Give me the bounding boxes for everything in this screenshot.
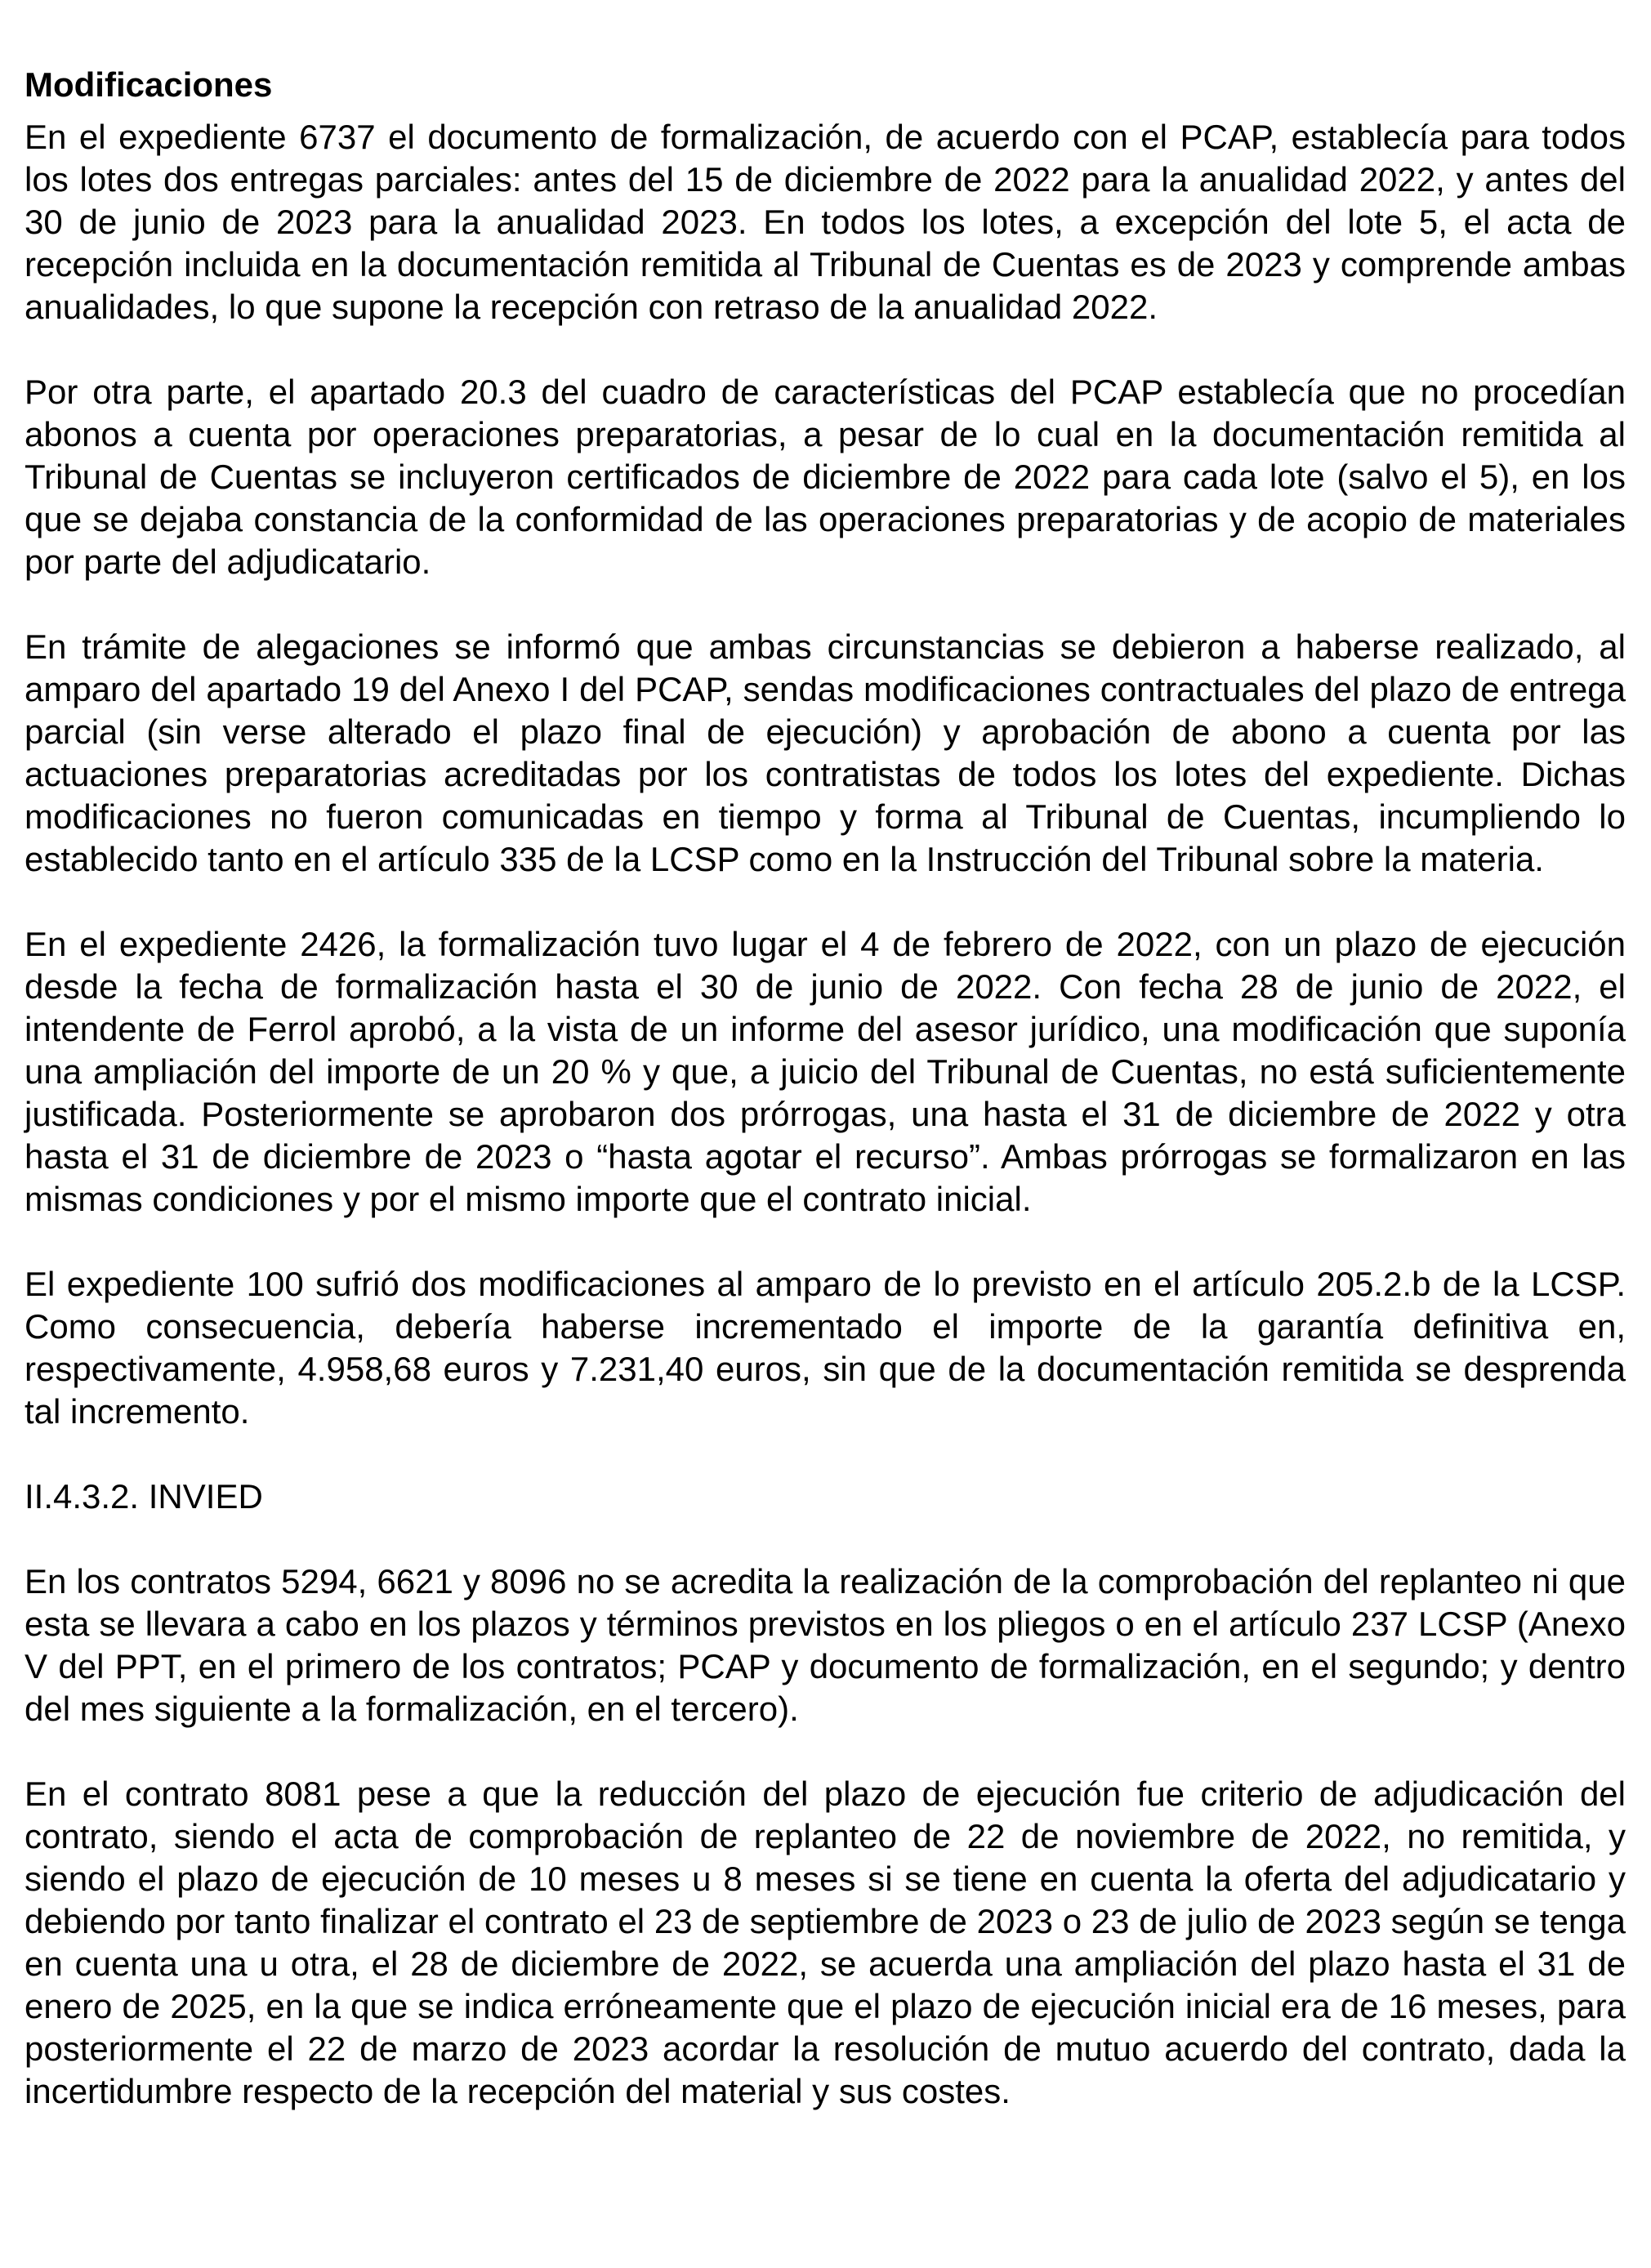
paragraph-expediente-6737: En el expediente 6737 el documento de formalización, de acuerdo con el PCAP, establecía para todos los lotes dos entregas parciales: antes del 15 de diciembre de 2022 para la anualidad 2022, y antes del 30 de junio de 2023 para la anualidad 2023. En todos los lotes, a excepción del lote 5, el acta de recepción incluida en la documentación remitida al Tribunal de Cuentas es de 2023 y comprende ambas anualidades, lo que supone la recepción con retraso de la anualidad 2022.: [25, 118, 1626, 326]
paragraph-expediente-2426: En el expediente 2426, la formalización tuvo lugar el 4 de febrero de 2022, con un plazo de ejecución desde la fecha de formalización hasta el 30 de junio de 2022. Con fecha 28 de junio de 2022, el intendente de Ferrol aprobó, a la vista de un informe del asesor jurídico, una modificación que suponía una ampliación del importe de un 20 % y que, a juicio del Tribunal de Cuentas, no está suficientemente justificada. Posteriormente se aprobaron dos prórrogas, una hasta el 31 de diciembre de 2022 y otra hasta el 31 de diciembre de 2023 o “hasta agotar el recurso”. Ambas prórrogas se formalizaron en las mismas condiciones y por el mismo importe que el contrato inicial.: [25, 925, 1626, 1218]
subsection-heading-invied: II.4.3.2. INVIED: [25, 1477, 263, 1516]
document-page: [25, 64, 1626, 2113]
section-title: Modificaciones: [25, 65, 273, 104]
paragraph-apartado-20-3: Por otra parte, el apartado 20.3 del cuadro de características del PCAP establecía que no procedían abonos a cuenta por operaciones preparatorias, a pesar de lo cual en la documentación remitida al Tribunal de Cuentas se incluyeron certificados de diciembre de 2022 para cada lote (salvo el 5), en los que se dejaba constancia de la conformidad de las operaciones preparatorias y de acopio de materiales por parte del adjudicatario.: [25, 373, 1626, 581]
paragraph-expediente-100: El expediente 100 sufrió dos modificaciones al amparo de lo previsto en el artículo 205.2.b de la LCSP. Como consecuencia, debería haberse incrementado el importe de la garantía definitiva en, respectivamente, 4.958,68 euros y 7.231,40 euros, sin que de la documentación remitida se desprenda tal incremento.: [25, 1265, 1626, 1431]
paragraph-contrato-8081: En el contrato 8081 pese a que la reducción del plazo de ejecución fue criterio de adjudicación del contrato, siendo el acta de comprobación de replanteo de 22 de noviembre de 2022, no remitida, y siendo el plazo de ejecución de 10 meses u 8 meses si se tiene en cuenta la oferta del adjudicatario y debiendo por tanto finalizar el contrato el 23 de septiembre de 2023 o 23 de julio de 2023 según se tenga en cuenta una u otra, el 28 de diciembre de 2022, se acuerda una ampliación del plazo hasta el 31 de enero de 2025, en la que se indica erróneamente que el plazo de ejecución inicial era de 16 meses, para posteriormente el 22 de marzo de 2023 acordar la resolución de mutuo acuerdo del contrato, dada la incertidumbre respecto de la recepción del material y sus costes.: [25, 1775, 1626, 2110]
paragraph-contratos-5294-6621-8096: En los contratos 5294, 6621 y 8096 no se acredita la realización de la comprobación del replanteo ni que esta se llevara a cabo en los plazos y términos previstos en los pliegos o en el artículo 237 LCSP (Anexo V del PPT, en el primero de los contratos; PCAP y documento de formalización, en el segundo; y dentro del mes siguiente a la formalización, en el tercero).: [25, 1562, 1626, 1728]
paragraph-alegaciones: En trámite de alegaciones se informó que ambas circunstancias se debieron a haberse realizado, al amparo del apartado 19 del Anexo I del PCAP, sendas modificaciones contractuales del plazo de entrega parcial (sin verse alterado el plazo final de ejecución) y aprobación de abono a cuenta por las actuaciones preparatorias acreditadas por los contratistas de todos los lotes del expediente. Dichas modificaciones no fueron comunicadas en tiempo y forma al Tribunal de Cuentas, incumpliendo lo establecido tanto en el artículo 335 de la LCSP como en la Instrucción del Tribunal sobre la materia.: [25, 627, 1626, 878]
